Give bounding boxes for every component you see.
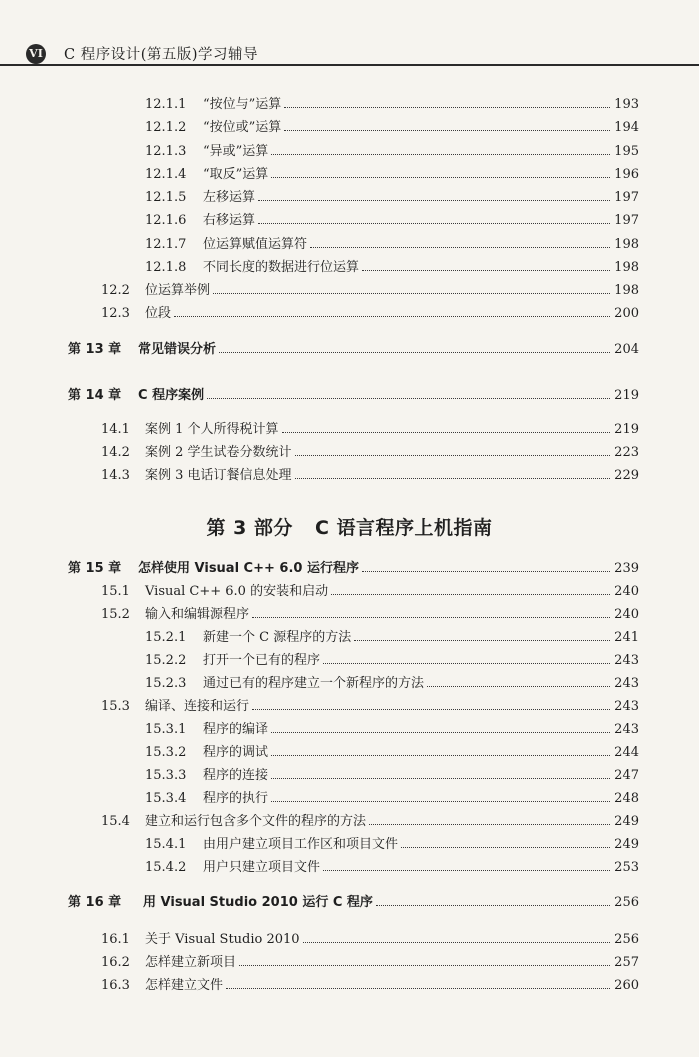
chapter-number: 第 15 章 xyxy=(68,561,122,576)
toc-entry xyxy=(101,954,639,972)
entry-page: 219 xyxy=(614,422,639,437)
chapter-title: 用 Visual Studio 2010 运行 C 程序 xyxy=(143,895,373,910)
entry-page: 194 xyxy=(614,120,639,135)
dot-leader xyxy=(376,904,610,906)
chapter-title: 常见错误分析 xyxy=(138,342,217,357)
toc-chapter xyxy=(68,341,639,359)
toc-entry xyxy=(145,236,639,254)
dot-leader xyxy=(213,292,610,294)
dot-leader xyxy=(226,987,610,989)
dot-leader xyxy=(362,269,610,271)
dot-leader xyxy=(271,754,610,756)
entry-number: 15.2.1 xyxy=(145,630,187,645)
dot-leader xyxy=(271,176,610,178)
entry-title: 打开一个已有的程序 xyxy=(203,653,321,668)
entry-title: 程序的连接 xyxy=(203,768,269,783)
entry-page: 195 xyxy=(614,144,639,159)
entry-title: 程序的编译 xyxy=(203,722,269,737)
toc-entry xyxy=(145,259,639,277)
toc-entry xyxy=(145,212,639,230)
toc-entry xyxy=(101,282,639,300)
toc-entry xyxy=(101,606,639,624)
entry-page: 223 xyxy=(614,445,639,460)
chapter-page: 239 xyxy=(614,561,639,576)
entry-page: 240 xyxy=(614,607,639,622)
entry-title: 不同长度的数据进行位运算 xyxy=(203,260,360,275)
entry-title: “按位或”运算 xyxy=(203,120,282,135)
entry-title: 怎样建立文件 xyxy=(145,978,224,993)
entry-title: 关于 Visual Studio 2010 xyxy=(145,932,300,947)
entry-title: 怎样建立新项目 xyxy=(145,955,237,970)
entry-number: 12.2 xyxy=(101,283,130,298)
page-number-roman: VI xyxy=(26,44,46,64)
dot-leader xyxy=(174,315,610,317)
toc-entry xyxy=(145,790,639,808)
toc-chapter xyxy=(68,560,639,578)
entry-title: 案例 2 学生试卷分数统计 xyxy=(145,445,292,460)
toc-entry xyxy=(145,119,639,137)
entry-page: 196 xyxy=(614,167,639,182)
entry-number: 15.3.1 xyxy=(145,722,187,737)
dot-leader xyxy=(369,823,610,825)
dot-leader xyxy=(303,941,611,943)
chapter-title: 怎样使用 Visual C++ 6.0 运行程序 xyxy=(138,561,359,576)
toc-entry xyxy=(145,96,639,114)
entry-title: 位段 xyxy=(145,306,172,321)
dot-leader xyxy=(331,593,610,595)
entry-page: 198 xyxy=(614,260,639,275)
entry-page: 198 xyxy=(614,237,639,252)
entry-number: 12.1.8 xyxy=(145,260,187,275)
toc-entry xyxy=(145,143,639,161)
entry-number: 12.1.5 xyxy=(145,190,187,205)
entry-number: 16.1 xyxy=(101,932,130,947)
toc-entry xyxy=(145,859,639,877)
dot-leader xyxy=(207,397,610,399)
entry-number: 16.2 xyxy=(101,955,130,970)
dot-leader xyxy=(284,129,610,131)
toc-entry xyxy=(145,744,639,762)
toc-entry xyxy=(101,444,639,462)
entry-title: 位运算赋值运算符 xyxy=(203,237,308,252)
entry-title: 通过已有的程序建立一个新程序的方法 xyxy=(203,676,425,691)
entry-page: 243 xyxy=(614,722,639,737)
entry-number: 14.3 xyxy=(101,468,130,483)
toc-entry xyxy=(101,421,639,439)
toc-entry xyxy=(145,675,639,693)
entry-title: 编译、连接和运行 xyxy=(145,699,250,714)
entry-title: “取反”运算 xyxy=(203,167,269,182)
entry-number: 12.1.4 xyxy=(145,167,187,182)
dot-leader xyxy=(271,777,610,779)
entry-number: 15.2 xyxy=(101,607,130,622)
entry-page: 200 xyxy=(614,306,639,321)
entry-title: “按位与”运算 xyxy=(203,97,282,112)
chapter-number: 第 14 章 xyxy=(68,388,122,403)
part-heading xyxy=(0,513,699,540)
dot-leader xyxy=(284,106,610,108)
entry-number: 12.1.7 xyxy=(145,237,187,252)
entry-title: 新建一个 C 源程序的方法 xyxy=(203,630,352,645)
entry-title: Visual C++ 6.0 的安装和启动 xyxy=(145,584,329,599)
dot-leader xyxy=(252,616,610,618)
part-number: 第 3 部分 xyxy=(206,517,293,539)
entry-number: 15.3.3 xyxy=(145,768,187,783)
entry-page: 256 xyxy=(614,932,639,947)
entry-number: 14.2 xyxy=(101,445,130,460)
dot-leader xyxy=(323,662,610,664)
entry-title: 右移运算 xyxy=(203,213,256,228)
entry-number: 15.3 xyxy=(101,699,130,714)
toc-entry xyxy=(145,189,639,207)
dot-leader xyxy=(282,431,611,433)
chapter-number: 第 13 章 xyxy=(68,342,122,357)
entry-number: 16.3 xyxy=(101,978,130,993)
dot-leader xyxy=(295,454,611,456)
entry-page: 249 xyxy=(614,837,639,852)
dot-leader xyxy=(427,685,610,687)
entry-page: 243 xyxy=(614,653,639,668)
book-title: C 程序设计(第五版)学习辅导 xyxy=(64,47,259,63)
dot-leader xyxy=(239,964,610,966)
entry-title: 程序的执行 xyxy=(203,791,269,806)
toc-entry xyxy=(145,836,639,854)
chapter-page: 204 xyxy=(614,342,639,357)
entry-number: 15.4 xyxy=(101,814,130,829)
entry-page: 197 xyxy=(614,190,639,205)
entry-number: 15.1 xyxy=(101,584,130,599)
chapter-page: 219 xyxy=(614,388,639,403)
entry-page: 198 xyxy=(614,283,639,298)
entry-title: 程序的调试 xyxy=(203,745,269,760)
toc-entry xyxy=(101,813,639,831)
chapter-page: 256 xyxy=(614,895,639,910)
dot-leader xyxy=(258,222,610,224)
toc-entry xyxy=(145,166,639,184)
entry-number: 15.4.2 xyxy=(145,860,187,875)
entry-title: 案例 1 个人所得税计算 xyxy=(145,422,279,437)
dot-leader xyxy=(258,199,610,201)
dot-leader xyxy=(219,351,610,353)
part-title: C 语言程序上机指南 xyxy=(314,517,493,539)
entry-number: 14.1 xyxy=(101,422,130,437)
entry-page: 243 xyxy=(614,699,639,714)
toc-chapter xyxy=(68,387,639,405)
toc-entry xyxy=(145,767,639,785)
chapter-title: C 程序案例 xyxy=(138,388,205,403)
dot-leader xyxy=(362,570,610,572)
toc-entry xyxy=(145,652,639,670)
entry-number: 15.4.1 xyxy=(145,837,187,852)
entry-page: 244 xyxy=(614,745,639,760)
dot-leader xyxy=(271,731,610,733)
toc-entry xyxy=(101,305,639,323)
entry-number: 15.2.3 xyxy=(145,676,187,691)
entry-page: 249 xyxy=(614,814,639,829)
entry-page: 241 xyxy=(614,630,639,645)
dot-leader xyxy=(271,153,610,155)
entry-number: 15.2.2 xyxy=(145,653,187,668)
entry-number: 12.1.1 xyxy=(145,97,187,112)
entry-page: 193 xyxy=(614,97,639,112)
entry-title: 由用户建立项目工作区和项目文件 xyxy=(203,837,399,852)
toc-entry xyxy=(101,467,639,485)
toc-entry xyxy=(101,977,639,995)
dot-leader xyxy=(354,639,610,641)
entry-title: “异或”运算 xyxy=(203,144,269,159)
entry-title: 用户只建立项目文件 xyxy=(203,860,321,875)
entry-page: 229 xyxy=(614,468,639,483)
entry-number: 12.1.2 xyxy=(145,120,187,135)
dot-leader xyxy=(401,846,610,848)
entry-number: 15.3.2 xyxy=(145,745,187,760)
entry-title: 位运算举例 xyxy=(145,283,211,298)
dot-leader xyxy=(271,800,610,802)
toc-entry xyxy=(101,583,639,601)
chapter-number: 第 16 章 xyxy=(68,895,122,910)
entry-title: 建立和运行包含多个文件的程序的方法 xyxy=(145,814,367,829)
entry-number: 15.3.4 xyxy=(145,791,187,806)
dot-leader xyxy=(323,869,610,871)
entry-title: 案例 3 电话订餐信息处理 xyxy=(145,468,292,483)
dot-leader xyxy=(252,708,610,710)
toc-entry xyxy=(145,629,639,647)
entry-page: 260 xyxy=(614,978,639,993)
entry-page: 257 xyxy=(614,955,639,970)
dot-leader xyxy=(295,477,611,479)
entry-page: 243 xyxy=(614,676,639,691)
entry-number: 12.1.6 xyxy=(145,213,187,228)
toc-entry xyxy=(101,931,639,949)
toc-entry xyxy=(101,698,639,716)
entry-page: 240 xyxy=(614,584,639,599)
entry-title: 输入和编辑源程序 xyxy=(145,607,250,622)
entry-page: 197 xyxy=(614,213,639,228)
toc-entry xyxy=(145,721,639,739)
entry-title: 左移运算 xyxy=(203,190,256,205)
entry-number: 12.1.3 xyxy=(145,144,187,159)
entry-page: 247 xyxy=(614,768,639,783)
entry-page: 253 xyxy=(614,860,639,875)
dot-leader xyxy=(310,246,610,248)
toc-chapter xyxy=(68,894,639,912)
entry-number: 12.3 xyxy=(101,306,130,321)
entry-page: 248 xyxy=(614,791,639,806)
